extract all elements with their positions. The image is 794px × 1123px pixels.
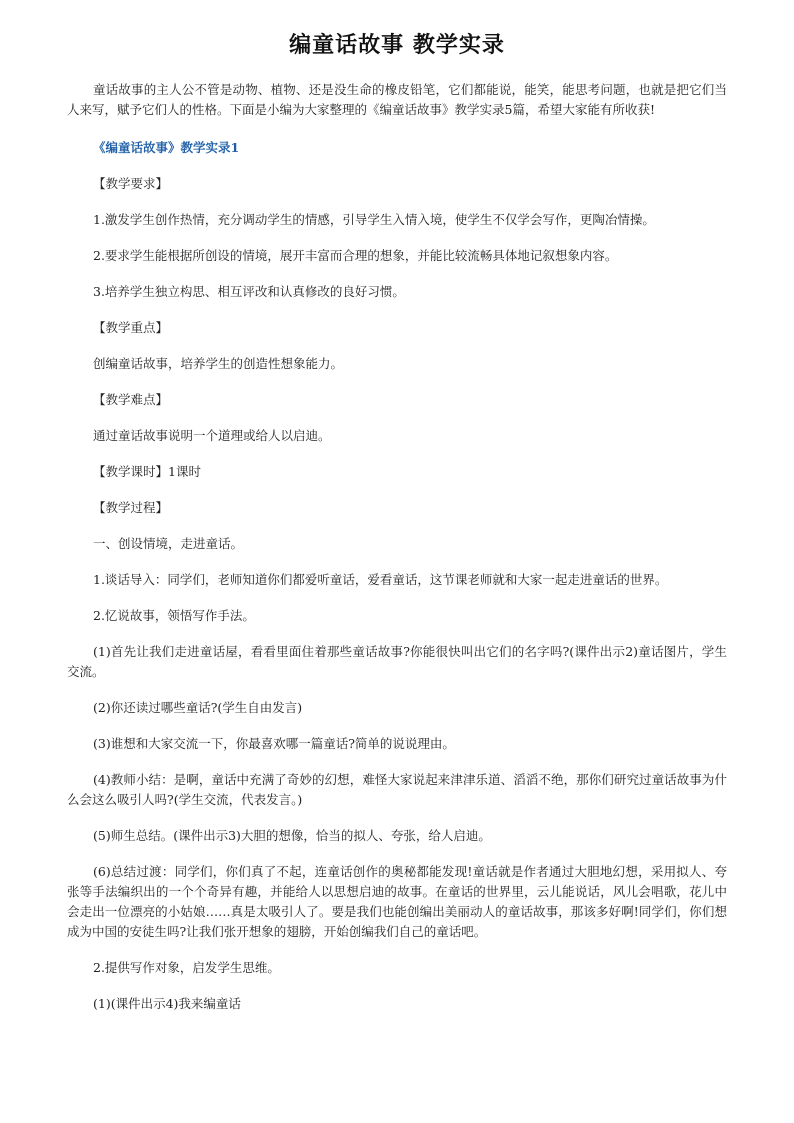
requirement-2: 2.要求学生能根据所创设的情境，展开丰富而合理的想象，并能比较流畅具体地记叙想象内容。 <box>93 248 618 263</box>
intro-paragraph: 童话故事的主人公不管是动物、植物、还是没生命的橡皮铅笔，它们都能说，能笑，能思考问题，也就是把它们当人来写，赋予它们人的性格。下面是小编为大家整理的《编童话故事》教学实录5篇，希望大家能有所收获! <box>67 82 727 117</box>
requirement-3: 3.培养学生独立构思、相互评改和认真修改的良好习惯。 <box>93 284 405 299</box>
process-subitem-5: (5)师生总结。(课件出示3)大胆的想像，恰当的拟人、夸张，给人启迪。 <box>93 828 491 843</box>
process-item-1: 1.谈话导入：同学们，老师知道你们都爱听童话，爱看童话，这节课老师就和大家一起走进童话的世界。 <box>93 572 668 587</box>
process-subitem-2: (2)你还读过哪些童话?(学生自由发言) <box>93 700 303 715</box>
process-item-2: 2.忆说故事，领悟写作手法。 <box>93 608 255 623</box>
heading-teaching-focus: 【教学重点】 <box>93 320 169 335</box>
document-body <box>67 80 727 1030</box>
process-subitem-1: (1)首先让我们走进童话屋，看看里面住着那些童话故事?你能很快叫出它们的名字吗?(课件出示2)童话图片，学生交流。 <box>67 644 727 679</box>
section-subtitle: 《编童话故事》教学实录1 <box>93 140 240 155</box>
teaching-difficulty-text: 通过童话故事说明一个道理或给人以启迪。 <box>93 428 331 443</box>
process-subitem-7: (1)(课件出示4)我来编童话 <box>93 996 241 1011</box>
heading-teaching-difficulty: 【教学难点】 <box>93 392 169 407</box>
page-title: 编童话故事 教学实录 <box>289 33 505 58</box>
process-subitem-6: (6)总结过渡：同学们，你们真了不起，连童话创作的奥秘都能发现!童话就是作者通过大胆地幻想，采用拟人、夸张等手法编织出的一个个奇异有趣，并能给人以思想启迪的故事。在童话的世界里，云儿能说话，风儿会唱歌，花儿中会走出一位漂亮的小姑娘……真是太吸引人了。要是我们也能创编出美丽动人的童话故事，那该多好啊!同学们，你们想成为中国的安徒生吗?让我们张开想象的翅膀，开始创编我们自己的童话吧。 <box>67 864 727 939</box>
process-step-1: 一、创设情境，走进童话。 <box>93 536 244 551</box>
heading-teaching-process: 【教学过程】 <box>93 500 169 515</box>
teaching-hours: 【教学课时】1课时 <box>93 464 201 479</box>
heading-teaching-requirements: 【教学要求】 <box>93 176 169 191</box>
process-subitem-4: (4)教师小结：是啊，童话中充满了奇妙的幻想，难怪大家说起来津津乐道、滔滔不绝，那你们研究过童话故事为什么会这么吸引人吗?(学生交流，代表发言。) <box>67 772 727 807</box>
requirement-1: 1.激发学生创作热情，充分调动学生的情感，引导学生入情入境，使学生不仅学会写作，更陶冶情操。 <box>93 212 655 227</box>
teaching-focus-text: 创编童话故事，培养学生的创造性想象能力。 <box>93 356 344 371</box>
process-item-3: 2.提供写作对象，启发学生思维。 <box>93 960 280 975</box>
process-subitem-3: (3)谁想和大家交流一下，你最喜欢哪一篇童话?简单的说说理由。 <box>93 736 455 751</box>
